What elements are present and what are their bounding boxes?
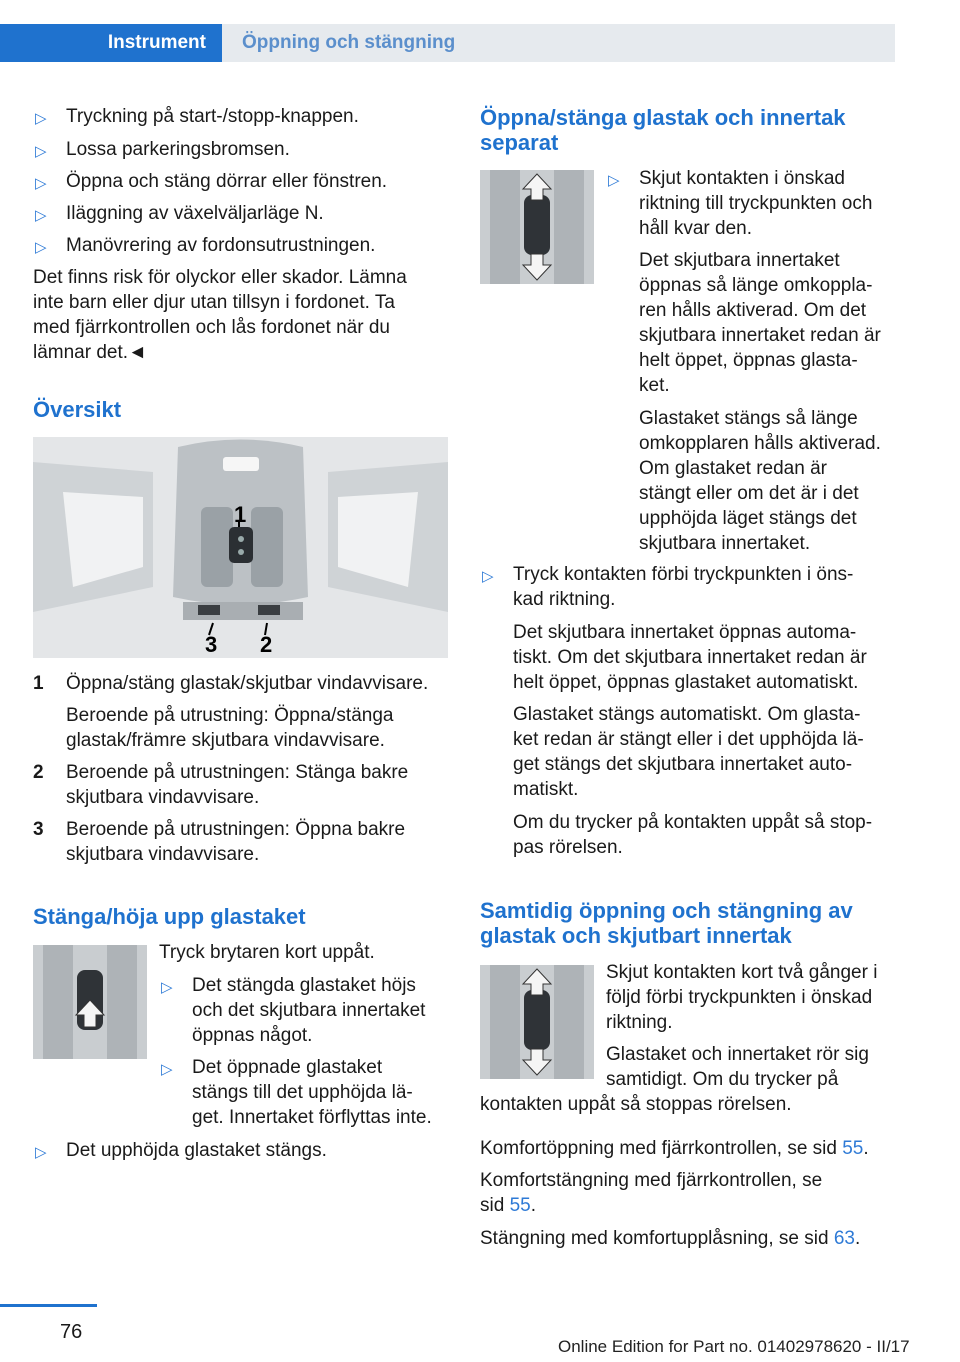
bullet-triangle-icon: ▷ [35,207,47,224]
sim-text: riktning. [606,1012,673,1033]
raise-intro: Tryck brytaren kort uppåt. [159,942,375,963]
callout-label-1: 1 [234,502,247,527]
bullet-triangle-icon: ▷ [161,1061,173,1078]
legend-number: 2 [33,762,44,783]
bullet-text: kad riktning. [513,589,616,610]
sim-text: Glastaket och innertaket rör sig [606,1044,869,1065]
bullet-text: matiskt. [513,779,579,800]
bullet-text: Iläggning av växelväljarläge N. [66,203,324,224]
switch-illustration [480,965,594,1079]
bullet-text: helt öppet, öppnas glastaket automatiskt. [513,672,859,693]
bullet-text: och det skjutbara innertaket [192,1000,426,1021]
bullet-text: ket redan är stängt eller i det upphöjda lä- [513,729,864,750]
bullet-text: get stängs det skjutbara innertaket auto- [513,754,853,775]
bullet-text: upphöjda läget stängs det [639,508,857,529]
page-link-55[interactable]: 55 [842,1138,864,1159]
bullet-text: helt öppet, öppnas glasta- [639,350,858,371]
bullet-triangle-icon: ▷ [161,979,173,996]
tab-instrument[interactable]: Instrument [0,24,222,62]
bullet-text: skjutbara innertaket. [639,533,811,554]
bullet-text: Glastaket stängs automatiskt. Om glasta- [513,704,861,725]
warning-line: lämnar det.◄ [33,342,147,363]
sim-text: kontakten uppåt så stoppas rörelsen. [480,1094,792,1115]
reference-text: Stängning med komfortupplåsning, se sid [480,1228,834,1249]
overview-roof-console-image [33,437,448,658]
bullet-triangle-icon: ▷ [35,1144,47,1161]
sim-text: Skjut kontakten kort två gånger i [606,962,878,983]
bullet-text: omkopplaren hålls aktiverad. [639,433,881,454]
footer-rule [0,1304,97,1307]
sim-text: följd förbi tryckpunkten i önskad [606,987,873,1008]
bullet-triangle-icon: ▷ [608,172,620,189]
bullet-text: Om du trycker på kontakten uppåt så stop- [513,812,873,833]
reference-text: Komfortöppning med fjärrkontrollen, se sid [480,1138,843,1159]
warning-line: inte barn eller djur utan tillsyn i fordonet. Ta [33,292,395,313]
reference-line: sid 55. [480,1195,536,1216]
bullet-text: Öppna och stäng dörrar eller fönstren. [66,171,388,192]
legend-text: glastak/främre skjutbara vindavvisare. [66,730,385,751]
simultaneous-heading-2: glastak och skjutbart innertak [480,923,792,948]
sim-text: samtidigt. Om du trycker på [606,1069,839,1090]
bullet-text: pas rörelsen. [513,837,623,858]
reference-line: Komfortöppning med fjärrkontrollen, se sid 55. [480,1138,869,1159]
legend-text: skjutbara vindavvisare. [66,844,260,865]
simultaneous-heading-1: Samtidig öppning och stängning av [480,898,853,923]
separate-heading-2: separat [480,130,559,155]
bullet-text: tiskt. Om det skjutbara innertaket redan är [513,647,867,668]
raise-heading: Stänga/höja upp glastaket [33,904,306,929]
bullet-text: stängs till det upphöjda lä- [192,1082,413,1103]
bullet-text: ket. [639,375,670,396]
legend-text: skjutbara vindavvisare. [66,787,260,808]
overview-illustration [33,437,448,658]
bullet-text: Lossa parkeringsbromsen. [66,139,290,160]
bullet-text: Skjut kontakten i önskad [639,168,845,189]
bullet-triangle-icon: ▷ [35,143,47,160]
warning-line: med fjärrkontrollen och lås fordonet när du [33,317,390,338]
reference-line: Komfortstängning med fjärrkontrollen, se [480,1170,823,1191]
separate-heading-1: Öppna/stänga glastak och innertak [480,105,846,130]
legend-text: Öppna/stäng glastak/skjutbar vindavvisare. [66,673,429,694]
bullet-text: Glastaket stängs så länge [639,408,858,429]
bullet-text: håll kvar den. [639,218,753,239]
bullet-text: Det upphöjda glastaket stängs. [66,1140,327,1161]
bullet-text: Det öppnade glastaket [192,1057,383,1078]
legend-text: Beroende på utrustningen: Stänga bakre [66,762,409,783]
bullet-text: öppnas så länge omkoppla- [639,275,873,296]
switch-double-slide-image [480,965,594,1079]
overview-heading: Översikt [33,397,122,422]
bullet-text: Tryckning på start-/stopp-knappen. [66,106,359,127]
bullet-triangle-icon: ▷ [35,110,47,127]
page-link-55[interactable]: 55 [509,1195,531,1216]
switch-illustration [33,945,147,1059]
bullet-text: skjutbara innertaket redan är [639,325,881,346]
callout-label-2: 2 [260,632,273,657]
legend-number: 1 [33,673,44,694]
legend-text: Beroende på utrustning: Öppna/stänga [66,705,394,726]
bullet-text: Tryck kontakten förbi tryckpunkten i öns- [513,564,854,585]
bullet-text: get. Innertaket förflyttas inte. [192,1107,432,1128]
bullet-triangle-icon: ▷ [35,239,47,256]
tab-oppning-och-stangning[interactable]: Öppning och stängning [242,32,456,53]
bullet-text: Det stängda glastaket höjs [192,975,416,996]
bullet-text: Manövrering av fordonsutrustningen. [66,235,376,256]
switch-slide-image [480,170,594,284]
switch-push-up-image [33,945,147,1059]
bullet-text: ren hålls aktiverad. Om det [639,300,867,321]
callout-label-3: 3 [205,632,218,657]
bullet-triangle-icon: ▷ [482,568,494,585]
warning-line: Det finns risk för olyckor eller skador. Lämna [33,267,407,288]
bullet-text: öppnas något. [192,1025,313,1046]
page-link-63[interactable]: 63 [833,1228,855,1249]
page-number: 76 [60,1321,83,1343]
bullet-triangle-icon: ▷ [35,175,47,192]
reference-text: sid [480,1195,510,1216]
chapter-header-bar [0,24,895,62]
bullet-text: Det skjutbara innertaket [639,250,840,271]
legend-text: Beroende på utrustningen: Öppna bakre [66,819,406,840]
bullet-text: Om glastaket redan är [639,458,827,479]
reference-line: Stängning med komfortupplåsning, se sid 63. [480,1228,861,1249]
legend-number: 3 [33,819,44,840]
edition-note: Online Edition for Part no. 01402978620 - II/17 [558,1337,910,1356]
bullet-text: Det skjutbara innertaket öppnas automa- [513,622,857,643]
bullet-text: stängt eller om det är i det [639,483,859,504]
bullet-text: riktning till tryckpunkten och [639,193,873,214]
switch-illustration [480,170,594,284]
